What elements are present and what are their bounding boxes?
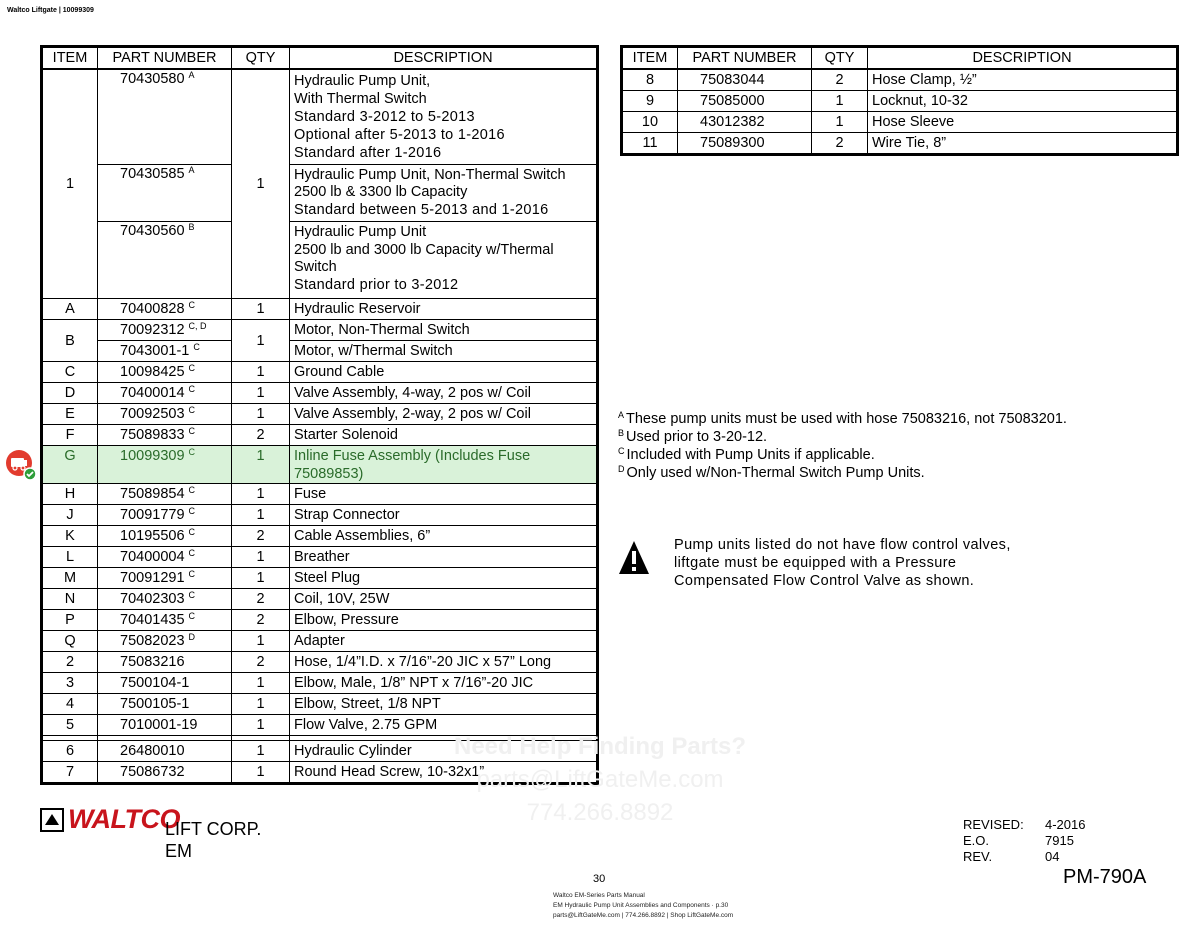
rev-label: REV. (963, 849, 993, 864)
qty-cell: 2 (232, 425, 290, 446)
part-number-cell: 70430560 $^B$ (98, 222, 232, 299)
watermark-line: Need Help Finding Parts? (453, 733, 747, 760)
item-cell: F (42, 425, 98, 446)
description-cell: Starter Solenoid (290, 425, 598, 446)
item-cell: 7 (42, 762, 98, 784)
qty-cell: 1 (232, 631, 290, 652)
document-number: PM-790A (1063, 866, 1147, 888)
table-row (42, 673, 598, 694)
description-cell: Hose Sleeve (868, 112, 1178, 133)
table-row (42, 484, 598, 505)
part-number-cell: 10098425 $^C$ (98, 362, 232, 383)
eo-label: E.O. (963, 833, 990, 848)
qty-cell: 1 (232, 299, 290, 320)
item-cell: B (42, 320, 98, 362)
part-number-cell: 43012382 (678, 112, 812, 133)
description-cell: Ground Cable (290, 362, 598, 383)
item-cell: L (42, 547, 98, 568)
item-cell: G (42, 446, 98, 484)
qty-cell: 1 (232, 547, 290, 568)
item-cell: 5 (42, 715, 98, 736)
part-number-cell: 7010001-19 (98, 715, 232, 736)
description-cell: Elbow, Pressure (290, 610, 598, 631)
footnote: $^A$ These pump units must be used with hose 75083216, not 75083201. (618, 410, 1067, 427)
table-row (42, 694, 598, 715)
revised-label: REVISED: (963, 817, 1024, 832)
table-row (622, 69, 1178, 91)
description-cell: Round Head Screw, 10-32x1” (290, 762, 598, 784)
item-cell: M (42, 568, 98, 589)
footnotes (618, 410, 1067, 482)
item-cell: C (42, 362, 98, 383)
qty-cell: 1 (232, 673, 290, 694)
part-number-cell: 75083216 (98, 652, 232, 673)
col-header-qty: QTY (232, 47, 290, 70)
qty-cell: 2 (812, 69, 868, 91)
description-cell: Hydraulic Cylinder (290, 741, 598, 762)
table-row (42, 222, 598, 299)
table-row (42, 165, 598, 222)
part-number-cell: 10195506 $^C$ (98, 526, 232, 547)
table-row (42, 547, 598, 568)
description-cell: Hose Clamp, ½” (868, 69, 1178, 91)
description-cell: Valve Assembly, 2-way, 2 pos w/ Coil (290, 404, 598, 425)
item-cell: 1 (42, 69, 98, 299)
eo-value: 7915 (1045, 833, 1074, 848)
part-number-cell: 70402303 $^C$ (98, 589, 232, 610)
item-cell: 11 (622, 133, 678, 155)
qty-cell: 1 (232, 383, 290, 404)
item-cell: 4 (42, 694, 98, 715)
part-number-cell: 70400014 $^C$ (98, 383, 232, 404)
table-header-row (42, 47, 598, 70)
table-row (42, 341, 598, 362)
part-number-cell: 7500104-1 (98, 673, 232, 694)
part-number-cell: 70400004 $^C$ (98, 547, 232, 568)
logo-emblem-icon (40, 808, 64, 832)
item-cell: N (42, 589, 98, 610)
parts-table-left (40, 45, 599, 785)
item-cell: E (42, 404, 98, 425)
table-row (42, 652, 598, 673)
description-cell: Elbow, Street, 1/8 NPT (290, 694, 598, 715)
warning-text: Pump units listed do not have flow control valves, liftgate must be equipped with a Pressure Compensated Flow Control Valve as shown. (674, 537, 1011, 589)
report-part-icon[interactable] (5, 449, 37, 481)
part-number-cell: 70091291 $^C$ (98, 568, 232, 589)
col-header-description: DESCRIPTION (868, 47, 1178, 70)
part-number-cell: 75082023 $^D$ (98, 631, 232, 652)
part-number-cell: 75089854 $^C$ (98, 484, 232, 505)
qty-cell: 1 (232, 69, 290, 299)
company-name (165, 818, 261, 862)
table-row (42, 631, 598, 652)
description-cell: Locknut, 10-32 (868, 91, 1178, 112)
table-row (622, 133, 1178, 155)
description-cell: Adapter (290, 631, 598, 652)
part-number-cell: 75083044 (678, 69, 812, 91)
rev-value: 04 (1045, 849, 1060, 864)
qty-cell: 2 (232, 652, 290, 673)
description-cell: Inline Fuse Assembly (Includes Fuse 75089853) (290, 446, 598, 484)
table-row (622, 91, 1178, 112)
description-cell: Hydraulic Reservoir (290, 299, 598, 320)
item-cell: 6 (42, 741, 98, 762)
table-row (42, 526, 598, 547)
item-cell: K (42, 526, 98, 547)
part-number-cell: 75085000 (678, 91, 812, 112)
item-cell: 10 (622, 112, 678, 133)
page-footer (553, 891, 733, 921)
revised-value: 4-2016 (1045, 817, 1086, 832)
col-header-part-number: PART NUMBER (678, 47, 812, 70)
part-number-cell: 75086732 (98, 762, 232, 784)
item-cell: D (42, 383, 98, 404)
footnote: $^B$ Used prior to 3-20-12. (618, 428, 768, 445)
footer-line[interactable]: parts@LiftGateMe.com | 774.266.8892 | Shop LiftGateMe.com (553, 912, 734, 919)
part-number-cell: 70400828 $^C$ (98, 299, 232, 320)
item-cell: 9 (622, 91, 678, 112)
description-cell: Fuse (290, 484, 598, 505)
table-row (42, 362, 598, 383)
qty-cell: 2 (812, 133, 868, 155)
description-cell: Coil, 10V, 25W (290, 589, 598, 610)
description-cell: Valve Assembly, 4-way, 2 pos w/ Coil (290, 383, 598, 404)
item-cell: 2 (42, 652, 98, 673)
item-cell: P (42, 610, 98, 631)
logo-wordmark: WALTCO (68, 804, 180, 834)
description-cell: Breather (290, 547, 598, 568)
item-cell: A (42, 299, 98, 320)
table-row (42, 568, 598, 589)
part-number-cell: 70091779 $^C$ (98, 505, 232, 526)
parts-table-right (620, 45, 1179, 156)
item-cell: H (42, 484, 98, 505)
col-header-part-number: PART NUMBER (98, 47, 232, 70)
part-number-cell: 70092503 $^C$ (98, 404, 232, 425)
description-cell: Motor, w/Thermal Switch (290, 341, 598, 362)
footnote: $^C$ Included with Pump Units if applicable. (618, 446, 875, 463)
table-row (42, 404, 598, 425)
qty-cell: 1 (232, 715, 290, 736)
description-cell: Hydraulic Pump Unit, Non-Thermal Switch 2500 lb & 3300 lb Capacity Standard between 5-2013 and 1-2016 (290, 165, 598, 222)
qty-cell: 1 (232, 446, 290, 484)
qty-cell: 1 (232, 568, 290, 589)
col-header-item: ITEM (622, 47, 678, 70)
col-header-qty: QTY (812, 47, 868, 70)
qty-cell: 2 (232, 589, 290, 610)
col-header-item: ITEM (42, 47, 98, 70)
description-cell: Elbow, Male, 1/8” NPT x 7/16”-20 JIC (290, 673, 598, 694)
col-header-description: DESCRIPTION (290, 47, 598, 70)
table-row-highlighted[interactable] (42, 446, 598, 484)
qty-cell: 1 (232, 741, 290, 762)
description-cell: Hose, 1/4”I.D. x 7/16”-20 JIC x 57” Long (290, 652, 598, 673)
table-row (42, 383, 598, 404)
qty-cell: 2 (232, 526, 290, 547)
item-cell: 3 (42, 673, 98, 694)
description-cell: Cable Assemblies, 6” (290, 526, 598, 547)
table-header-row (622, 47, 1178, 70)
description-cell: Flow Valve, 2.75 GPM (290, 715, 598, 736)
table-row (42, 505, 598, 526)
qty-cell: 2 (232, 610, 290, 631)
contact-watermark (440, 730, 760, 829)
qty-cell: 1 (812, 112, 868, 133)
part-number-cell: 10099309 $^C$ (98, 446, 232, 484)
description-cell: Wire Tie, 8” (868, 133, 1178, 155)
description-cell: Motor, Non-Thermal Switch (290, 320, 598, 341)
table-row (42, 69, 598, 165)
watermark-line: parts@LiftGateMe.com (476, 766, 724, 793)
part-number-cell: 70401435 $^C$ (98, 610, 232, 631)
qty-cell: 1 (232, 762, 290, 784)
item-cell: Q (42, 631, 98, 652)
qty-cell: 1 (232, 505, 290, 526)
table-row (42, 589, 598, 610)
page-number: 30 (593, 873, 606, 885)
description-cell: Hydraulic Pump Unit, With Thermal Switch Standard 3-2012 to 5-2013 Optional after 5-2013 to 1-2016 Standard after 1-2016 (290, 69, 598, 165)
part-number-cell: 70430580 $^A$ (98, 69, 232, 165)
qty-cell: 1 (232, 404, 290, 425)
item-cell: J (42, 505, 98, 526)
qty-cell: 1 (232, 362, 290, 383)
qty-cell: 1 (232, 320, 290, 362)
part-number-cell: 75089833 $^C$ (98, 425, 232, 446)
company-line: LIFT CORP. (165, 819, 262, 839)
part-number-cell: 75089300 (678, 133, 812, 155)
footer-line: EM Hydraulic Pump Unit Assemblies and Components · p.30 (553, 902, 729, 909)
revision-block (963, 817, 1085, 865)
part-number-cell: 70430585 $^A$ (98, 165, 232, 222)
description-cell: Strap Connector (290, 505, 598, 526)
table-row (42, 425, 598, 446)
part-number-cell: 26480010 (98, 741, 232, 762)
description-cell: Hydraulic Pump Unit 2500 lb and 3000 lb Capacity w/Thermal Switch Standard prior to 3-2012 (290, 222, 598, 299)
table-row (42, 320, 598, 341)
part-number-cell: 7500105-1 (98, 694, 232, 715)
watermark-line: 774.266.8892 (526, 799, 674, 826)
description-cell: Steel Plug (290, 568, 598, 589)
document-header-title: Waltco Liftgate | 10099309 (7, 7, 94, 14)
qty-cell: 1 (232, 484, 290, 505)
table-row (42, 610, 598, 631)
item-cell: 8 (622, 69, 678, 91)
footnote: $^D$ Only used w/Non-Thermal Switch Pump Units. (618, 464, 925, 481)
qty-cell: 1 (232, 694, 290, 715)
qty-cell: 1 (812, 91, 868, 112)
table-row (622, 112, 1178, 133)
part-number-cell: 70092312 $^{C, D}$ (98, 320, 232, 341)
table-row (42, 299, 598, 320)
warning-triangle-icon (618, 540, 650, 576)
part-number-cell: 7043001-1 $^C$ (98, 341, 232, 362)
company-line: EM (165, 841, 192, 861)
footer-line: Waltco EM-Series Parts Manual (553, 892, 645, 899)
